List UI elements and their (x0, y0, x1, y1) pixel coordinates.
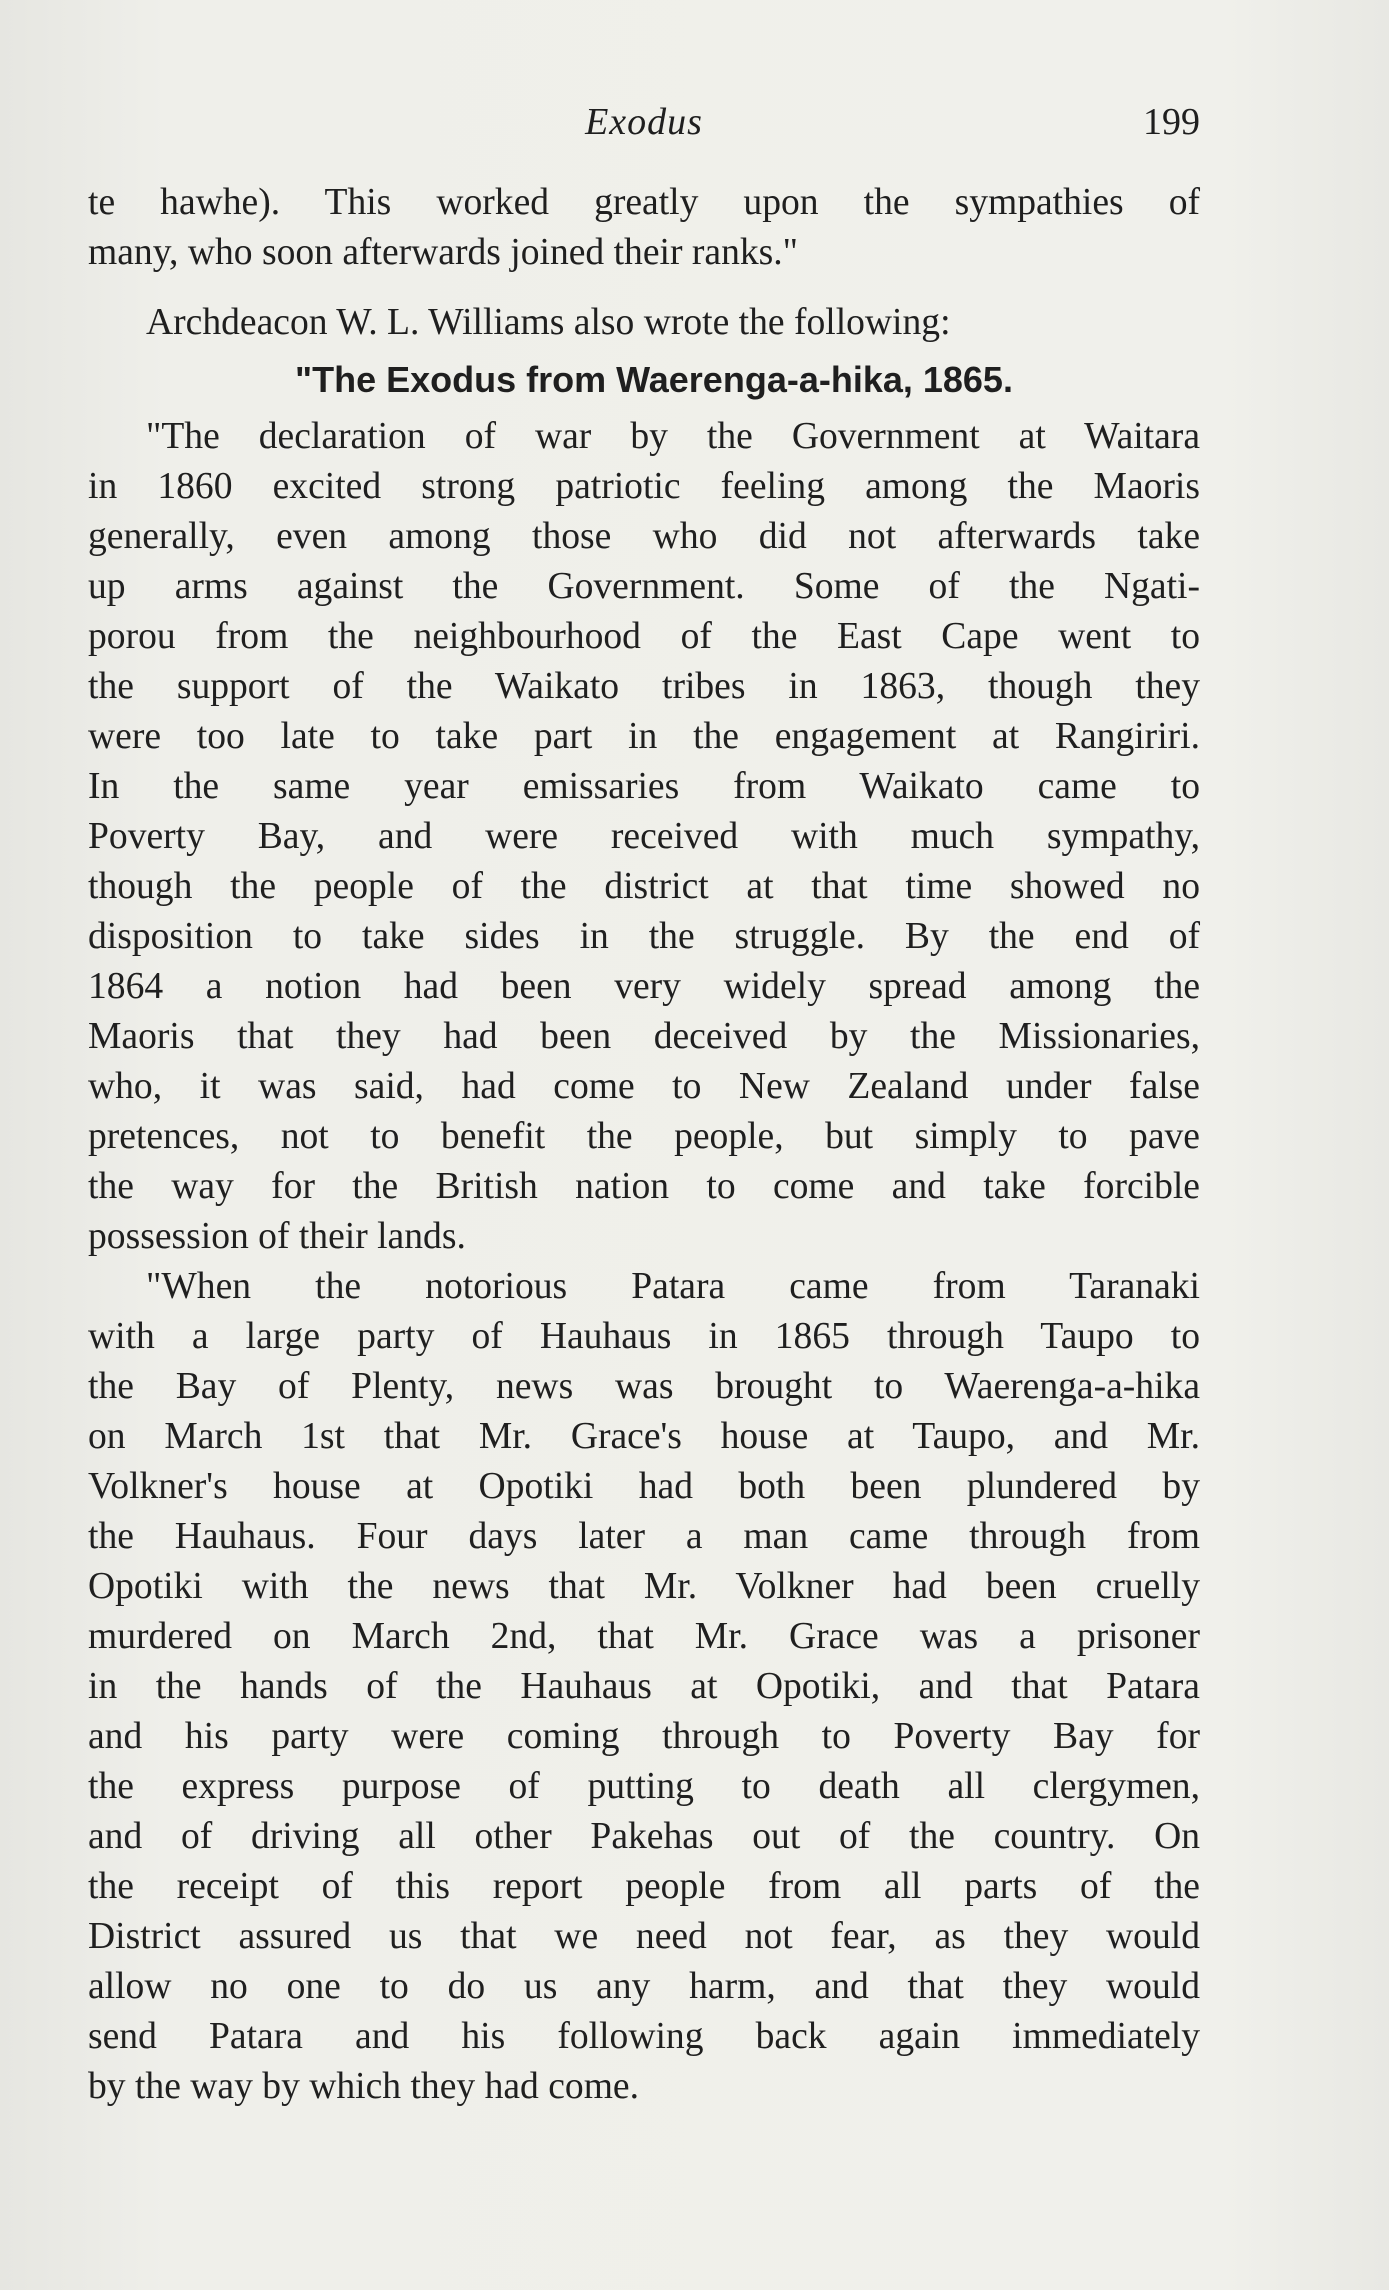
text-line: generally, even among those who did not afterwards take (88, 516, 1200, 557)
text-line: in the hands of the Hauhaus at Opotiki, and that Patara (88, 1666, 1200, 1707)
running-head (88, 100, 1200, 160)
text-line: up arms against the Government. Some of the Ngati- (88, 566, 1200, 607)
text-line: te hawhe). This worked greatly upon the sympathies of (88, 182, 1200, 223)
text-line: Volkner's house at Opotiki had both been plundered by (88, 1466, 1200, 1507)
text-line: on March 1st that Mr. Grace's house at Taupo, and Mr. (88, 1416, 1200, 1457)
text-line: many, who soon afterwards joined their ranks." (88, 232, 799, 273)
text-line: Opotiki with the news that Mr. Volkner had been cruelly (88, 1566, 1200, 1607)
text-line: the way for the British nation to come and take forcible (88, 1166, 1200, 1207)
text-line: the Hauhaus. Four days later a man came through from (88, 1516, 1200, 1557)
text-line: and of driving all other Pakehas out of the country. On (88, 1816, 1200, 1857)
text-line: murdered on March 2nd, that Mr. Grace was a prisoner (88, 1616, 1200, 1657)
text-line: though the people of the district at that time showed no (88, 866, 1200, 907)
running-title: Exodus (585, 101, 703, 143)
text-line: possession of their lands. (88, 1216, 466, 1257)
text-line: porou from the neighbourhood of the East Cape went to (88, 616, 1200, 657)
text-line: who, it was said, had come to New Zealand under false (88, 1066, 1200, 1107)
text-line: Maoris that they had been deceived by the Missionaries, (88, 1016, 1200, 1057)
text-line: allow no one to do us any harm, and that they would (88, 1966, 1200, 2007)
text-line: Archdeacon W. L. Williams also wrote the following: (146, 302, 951, 343)
text-line: District assured us that we need not fear, as they would (88, 1916, 1200, 1957)
text-line: the express purpose of putting to death all clergymen, (88, 1766, 1200, 1807)
text-line: with a large party of Hauhaus in 1865 through Taupo to (88, 1316, 1200, 1357)
text-line: In the same year emissaries from Waikato came to (88, 766, 1200, 807)
text-line: "The declaration of war by the Government at Waitara (146, 416, 1200, 457)
text-line: send Patara and his following back again immediately (88, 2016, 1200, 2057)
text-line: and his party were coming through to Poverty Bay for (88, 1716, 1200, 1757)
text-line: in 1860 excited strong patriotic feeling among the Maoris (88, 466, 1200, 507)
text-line: the support of the Waikato tribes in 1863, though they (88, 666, 1200, 707)
text-line: Poverty Bay, and were received with much sympathy, (88, 816, 1200, 857)
text-line: were too late to take part in the engagement at Rangiriri. (88, 716, 1200, 757)
text-line: disposition to take sides in the struggle. By the end of (88, 916, 1200, 957)
text-line: by the way by which they had come. (88, 2066, 639, 2107)
text-line: pretences, not to benefit the people, but simply to pave (88, 1116, 1200, 1157)
text-line: 1864 a notion had been very widely spread among the (88, 966, 1200, 1007)
section-heading: "The Exodus from Waerenga-a-hika, 1865. (295, 359, 1013, 400)
body-text (88, 178, 1200, 2112)
text-line: "When the notorious Patara came from Taranaki (146, 1266, 1200, 1307)
text-line: the Bay of Plenty, news was brought to Waerenga-a-hika (88, 1366, 1200, 1407)
text-line: the receipt of this report people from all parts of the (88, 1866, 1200, 1907)
page-number: 199 (1143, 101, 1200, 143)
